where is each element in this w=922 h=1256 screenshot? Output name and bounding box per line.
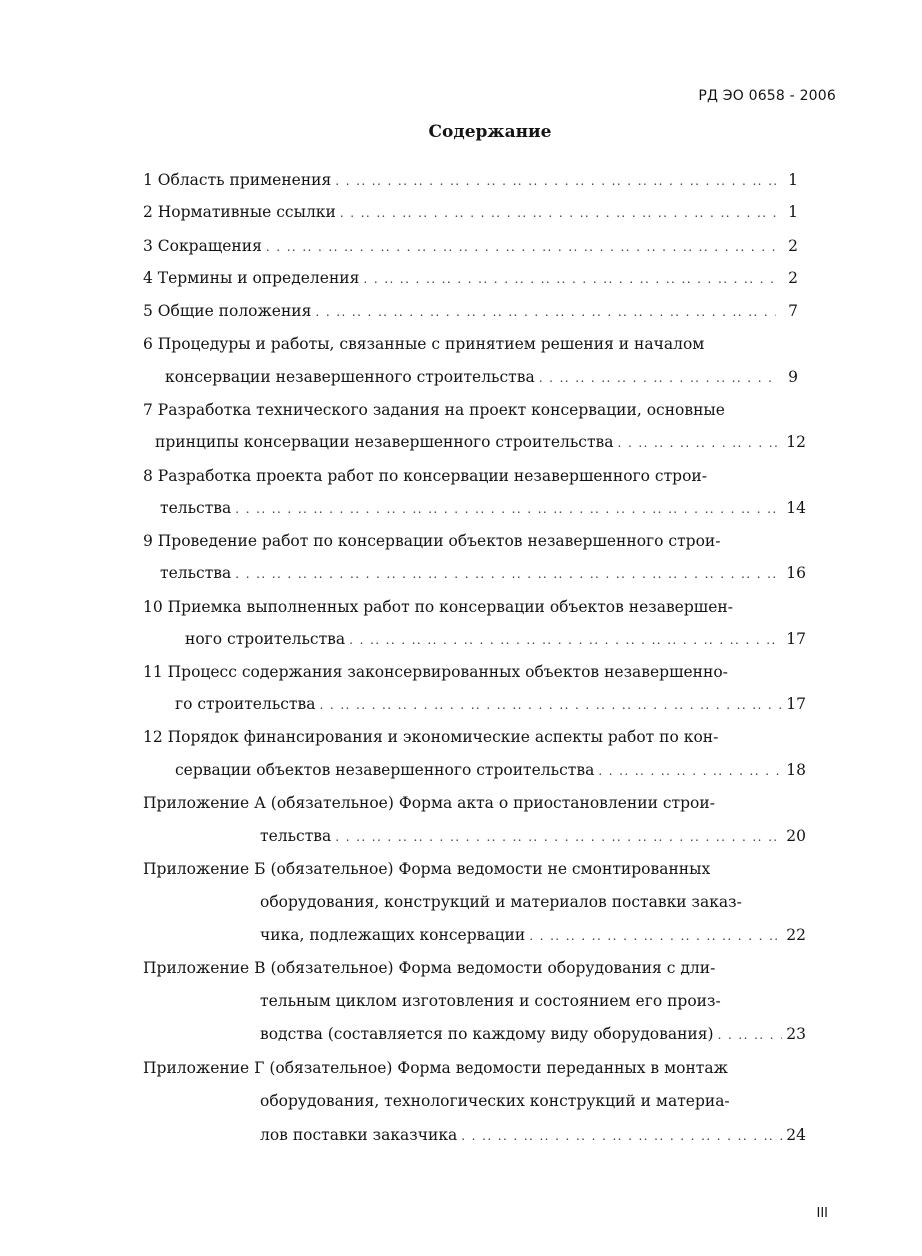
toc-page-number: 24 — [786, 1126, 806, 1144]
toc-entry-line[interactable] — [185, 629, 806, 650]
toc-entry-title: ного строительства — [185, 630, 346, 648]
toc-entry-title: 6 Процедуры и работы, связанные с принятием решения и началом — [143, 335, 705, 353]
toc-entry-line[interactable] — [143, 268, 798, 289]
dot-leader — [349, 630, 782, 650]
page-number: III — [816, 1206, 828, 1221]
toc-entry-continuation — [143, 597, 760, 617]
toc-page-number: 12 — [786, 433, 806, 451]
toc-entry-title: 5 Общие положения — [143, 302, 312, 320]
toc-entry-title: сервации объектов незавершенного строительства — [175, 761, 595, 779]
toc-entry-continuation — [260, 991, 760, 1011]
dot-leader — [315, 302, 776, 322]
toc-entry-line[interactable] — [143, 301, 798, 322]
dot-leader — [618, 433, 783, 453]
page-title: Содержание — [428, 122, 552, 142]
toc-entry-title: Приложение Б (обязательное) Форма ведомости не смонтированных — [143, 860, 711, 878]
toc-entry-line[interactable] — [260, 1125, 806, 1146]
toc-entry-title: Приложение В (обязательное) Форма ведомости оборудования с дли- — [143, 959, 716, 977]
toc-entry-title: 11 Процесс содержания законсервированных объектов незавершенно- — [143, 663, 728, 681]
toc-entry-line[interactable] — [165, 367, 798, 388]
toc-entry-continuation — [143, 400, 740, 420]
toc-entry-title: тельства — [160, 499, 232, 517]
toc-entry-continuation — [260, 1091, 760, 1111]
toc-entry-line[interactable] — [143, 236, 798, 257]
toc-entry-line[interactable] — [143, 202, 798, 223]
dot-leader — [335, 171, 776, 191]
toc-entry-continuation — [143, 531, 760, 551]
toc-page-number: 17 — [786, 630, 806, 648]
dot-leader — [235, 499, 782, 519]
toc-entry-title: го строительства — [175, 695, 316, 713]
toc-entry-line[interactable] — [175, 760, 806, 781]
dot-leader — [363, 269, 776, 289]
toc-entry-continuation — [260, 892, 760, 912]
toc-entry-line[interactable] — [260, 826, 806, 847]
toc-entry-continuation — [143, 859, 760, 879]
dot-leader — [461, 1126, 782, 1146]
toc-entry-title: 4 Термины и определения — [143, 269, 360, 287]
toc-entry-title: 10 Приемка выполненных работ по консервации объектов незавершен- — [143, 598, 733, 616]
dot-leader — [235, 564, 782, 584]
toc-entry-title: тельства — [260, 827, 332, 845]
dot-leader — [340, 203, 776, 223]
toc-entry-title: лов поставки заказчика — [260, 1126, 458, 1144]
toc-entry-title: водства (составляется по каждому виду оборудования) — [260, 1025, 714, 1043]
toc-page-number: 22 — [786, 926, 806, 944]
dot-leader — [266, 237, 776, 257]
toc-entry-title: Приложение Г (обязательное) Форма ведомости переданных в монтаж — [143, 1059, 728, 1077]
dot-leader — [529, 926, 782, 946]
toc-entry-title: оборудования, технологических конструкций и материа- — [260, 1092, 730, 1110]
toc-page-number: 16 — [786, 564, 806, 582]
toc-entry-title: тельства — [160, 564, 232, 582]
toc-entry-line[interactable] — [160, 563, 806, 584]
toc-entry-continuation — [143, 727, 760, 747]
dot-leader — [319, 695, 782, 715]
toc-entry-continuation — [143, 958, 760, 978]
toc-entry-title: 9 Проведение работ по консервации объектов незавершенного строи- — [143, 532, 721, 550]
toc-entry-line[interactable] — [175, 694, 806, 715]
toc-entry-title: оборудования, конструкций и материалов поставки заказ- — [260, 893, 742, 911]
toc-entry-title: Приложение А (обязательное) Форма акта о приостановлении строи- — [143, 794, 715, 812]
toc-entry-line[interactable] — [160, 498, 806, 519]
toc-entry-continuation — [143, 662, 760, 682]
toc-page-number: 23 — [786, 1025, 806, 1043]
toc-entry-title: 12 Порядок финансирования и экономические аспекты работ по кон- — [143, 728, 719, 746]
dot-leader — [718, 1025, 783, 1045]
dot-leader — [598, 761, 782, 781]
toc-entry-title: 3 Сокращения — [143, 237, 262, 255]
document-code: РД ЭО 0658 - 2006 — [698, 88, 836, 104]
toc-entry-continuation — [143, 793, 760, 813]
toc-entry-title: 7 Разработка технического задания на проект консервации, основные — [143, 401, 725, 419]
toc-entry-line[interactable] — [260, 925, 806, 946]
dot-leader — [539, 368, 776, 388]
toc-entry-line[interactable] — [155, 432, 806, 453]
toc-page-number: 18 — [786, 761, 806, 779]
toc-entry-title: чика, подлежащих консервации — [260, 926, 526, 944]
toc-page-number: 14 — [786, 499, 806, 517]
toc-page-number: 1 — [788, 203, 798, 221]
toc-entry-title: принципы консервации незавершенного строительства — [155, 433, 614, 451]
dot-leader — [335, 827, 782, 847]
toc-entry-continuation — [143, 334, 740, 354]
toc-page-number: 9 — [788, 368, 798, 386]
toc-entry-title: тельным циклом изготовления и состоянием его произ- — [260, 992, 721, 1010]
toc-page-number: 17 — [786, 695, 806, 713]
toc-entry-title: 2 Нормативные ссылки — [143, 203, 336, 221]
toc-entry-title: 8 Разработка проекта работ по консервации незавершенного строи- — [143, 467, 707, 485]
toc-entry-line[interactable] — [143, 170, 798, 191]
toc-page-number: 20 — [786, 827, 806, 845]
toc-entry-line[interactable] — [260, 1024, 806, 1045]
toc-entry-continuation — [143, 1058, 760, 1078]
toc-page-number: 2 — [788, 237, 798, 255]
toc-page-number: 1 — [788, 171, 798, 189]
toc-entry-title: 1 Область применения — [143, 171, 332, 189]
toc-page-number: 2 — [788, 269, 798, 287]
toc-page-number: 7 — [788, 302, 798, 320]
toc-entry-continuation — [143, 466, 760, 486]
toc-entry-title: консервации незавершенного строительства — [165, 368, 535, 386]
